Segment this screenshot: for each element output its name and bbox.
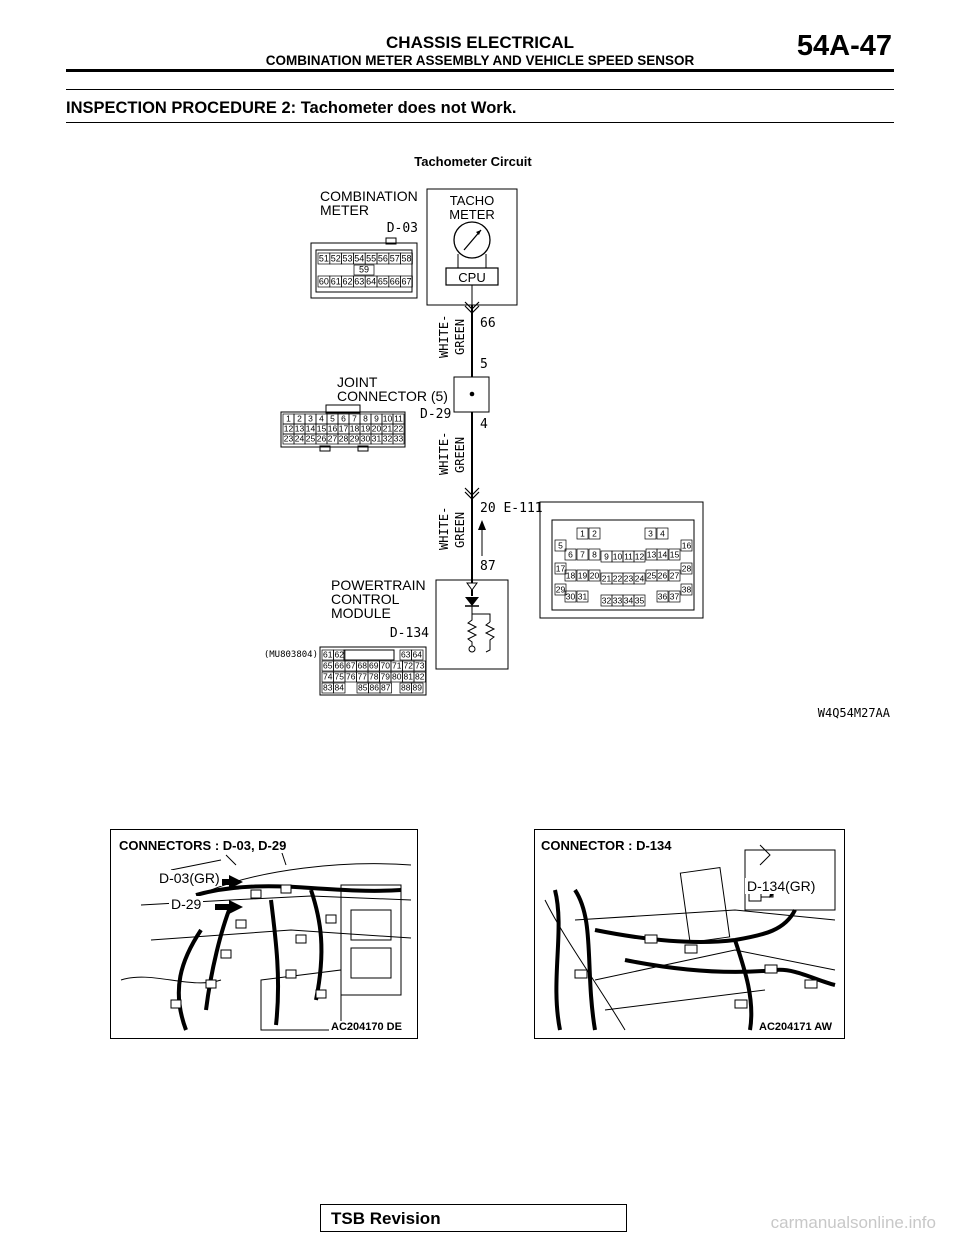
e111-pin: 11 xyxy=(624,551,633,562)
d29-pin: 18 xyxy=(349,423,360,434)
e111-pin: 9 xyxy=(604,551,609,562)
d03-pin: 66 xyxy=(389,276,400,287)
e111-pin: 29 xyxy=(555,584,566,595)
photo-connector-d134 xyxy=(534,829,845,1039)
meter-label-line1: COMBINATION xyxy=(320,188,418,204)
d03-pin: 54 xyxy=(354,253,365,264)
e111-pin: 35 xyxy=(634,595,645,606)
e111-pin: 13 xyxy=(646,549,657,560)
tacho-label-line1: TACHO xyxy=(449,193,495,208)
d134-pin: 84 xyxy=(334,682,344,693)
d134-pin: 89 xyxy=(412,682,422,693)
pcm-part-number: (MU803804) xyxy=(263,650,318,660)
pin-4-label: 4 xyxy=(480,417,488,432)
d134-pin: 81 xyxy=(403,671,413,682)
d29-pin: 23 xyxy=(283,433,294,444)
combination-meter-box xyxy=(427,189,517,305)
pin-87-label: 87 xyxy=(480,559,496,574)
dashboard-wiring-illustration xyxy=(111,830,417,1038)
d29-pin: 11 xyxy=(394,413,403,424)
pin-5-label: 5 xyxy=(480,357,488,372)
d134-pin: 73 xyxy=(415,660,425,671)
e111-pin: 8 xyxy=(592,549,597,560)
pin-20-e111-label: 20 E-111 xyxy=(480,501,543,516)
e111-pin: 4 xyxy=(660,528,665,539)
d29-pin: 25 xyxy=(305,433,316,444)
e111-pin: 28 xyxy=(681,563,692,574)
e111-pin: 17 xyxy=(555,563,566,574)
e111-pin: 18 xyxy=(565,570,576,581)
d134-pin: 79 xyxy=(380,671,390,682)
d134-pin: 65 xyxy=(323,660,333,671)
e111-pin: 10 xyxy=(612,551,623,562)
d29-callout: D-29 xyxy=(171,896,202,912)
e111-pin: 30 xyxy=(565,591,576,602)
pcm-label-line1: POWERTRAIN xyxy=(331,577,426,593)
d134-pin: 80 xyxy=(392,671,402,682)
right-photo-title: CONNECTOR : D-134 xyxy=(541,838,672,853)
wire-color-3a: WHITE- xyxy=(437,506,451,550)
meter-connector-id: D-03 xyxy=(386,221,418,236)
d134-pin: 67 xyxy=(346,660,356,671)
d134-pin: 74 xyxy=(323,671,333,682)
d03-pin: 58 xyxy=(401,253,412,264)
e111-pin: 34 xyxy=(623,595,634,606)
d29-pin: 24 xyxy=(294,433,305,444)
tacho-label-line2: METER xyxy=(449,207,495,222)
d134-pin: 75 xyxy=(334,671,344,682)
circuit-title: Tachometer Circuit xyxy=(414,154,532,169)
d134-pin: 88 xyxy=(401,682,411,693)
d29-pin: 10 xyxy=(382,413,393,424)
d29-pin: 17 xyxy=(338,423,349,434)
d03-connector-face xyxy=(311,238,417,298)
d29-pin: 4 xyxy=(319,413,324,424)
e111-pin: 3 xyxy=(648,528,653,539)
d03-pin: 62 xyxy=(342,276,353,287)
d134-pin: 71 xyxy=(392,660,402,671)
right-photo-code: AC204171 AW xyxy=(759,1021,832,1033)
d03-pin: 61 xyxy=(330,276,341,287)
joint-label-line1: JOINT xyxy=(337,374,378,390)
e111-pin: 14 xyxy=(657,549,668,560)
tsb-revision-box: TSB Revision xyxy=(320,1204,627,1232)
d29-connector-face xyxy=(281,405,405,451)
d29-pin: 1 xyxy=(286,413,291,424)
wire-color-2b: GREEN xyxy=(453,436,467,473)
d03-pin: 53 xyxy=(342,253,353,264)
e111-pin: 5 xyxy=(558,540,563,551)
pcm-connector-id: D-134 xyxy=(389,626,429,641)
d29-pin: 12 xyxy=(283,423,294,434)
wire-color-1b: GREEN xyxy=(453,318,467,355)
e111-pin: 27 xyxy=(669,570,680,581)
d29-pin: 20 xyxy=(371,423,382,434)
d03-callout: D-03(GR) xyxy=(159,870,220,886)
d29-pin: 19 xyxy=(360,423,371,434)
e111-pin: 36 xyxy=(657,591,668,602)
d134-pin: 72 xyxy=(403,660,413,671)
e111-pin: 20 xyxy=(589,570,600,581)
e111-pin: 1 xyxy=(580,528,585,539)
wire-color-3b: GREEN xyxy=(453,511,467,548)
d134-pin: 61 xyxy=(323,649,333,660)
e111-pin: 6 xyxy=(568,549,573,560)
photo-connectors-d03-d29 xyxy=(110,829,418,1039)
e111-pin: 2 xyxy=(592,528,597,539)
d29-pin: 30 xyxy=(360,433,371,444)
d03-pin: 60 xyxy=(318,276,329,287)
d29-pin: 5 xyxy=(330,413,335,424)
e111-pin: 22 xyxy=(612,573,623,584)
section-subtitle: COMBINATION METER ASSEMBLY AND VEHICLE SPEED SENSOR xyxy=(265,53,695,68)
d29-pin: 29 xyxy=(349,433,360,444)
joint-label-line2: CONNECTOR (5) xyxy=(337,388,448,404)
pcm-label-line2: CONTROL xyxy=(331,591,400,607)
d134-pin: 83 xyxy=(323,682,333,693)
cpu-label: CPU xyxy=(458,270,486,285)
d29-pin: 15 xyxy=(316,423,327,434)
d03-pin: 64 xyxy=(366,276,377,287)
e111-pin: 24 xyxy=(634,573,645,584)
d03-pin: 56 xyxy=(377,253,388,264)
d134-pin: 62 xyxy=(334,649,344,660)
d134-pin: 69 xyxy=(369,660,379,671)
pcm-label-line3: MODULE xyxy=(331,605,391,621)
d03-pin: 63 xyxy=(354,276,365,287)
d134-pin: 85 xyxy=(358,682,368,693)
diagram-code: W4Q54M27AA xyxy=(817,706,890,720)
ecu-wiring-illustration xyxy=(535,830,844,1038)
d134-pin: 77 xyxy=(357,671,367,682)
e111-pin: 26 xyxy=(657,570,668,581)
e111-pin: 12 xyxy=(634,551,645,562)
d134-pin: 87 xyxy=(381,682,391,693)
d29-pin: 2 xyxy=(297,413,302,424)
d134-pin: 86 xyxy=(369,682,379,693)
d134-pin: 68 xyxy=(357,660,367,671)
d03-pin: 67 xyxy=(401,276,412,287)
d29-pin: 16 xyxy=(327,423,338,434)
d29-pin: 3 xyxy=(308,413,313,424)
d134-pin: 66 xyxy=(334,660,344,671)
d134-connector-face xyxy=(320,647,426,695)
e111-pin: 23 xyxy=(623,573,634,584)
d03-pin: 55 xyxy=(366,253,377,264)
d29-pin: 22 xyxy=(393,423,404,434)
d29-pin: 31 xyxy=(371,433,382,444)
d03-pin: 51 xyxy=(318,253,329,264)
e111-pin: 15 xyxy=(669,549,680,560)
d29-pin: 21 xyxy=(382,423,393,434)
wire-color-2a: WHITE- xyxy=(437,431,451,475)
d29-pin: 32 xyxy=(382,433,393,444)
d29-pin: 28 xyxy=(338,433,349,444)
left-photo-title: CONNECTORS : D-03, D-29 xyxy=(119,838,287,853)
page-number: 54A-47 xyxy=(796,30,892,62)
d134-pin: 82 xyxy=(415,671,425,682)
e111-pin: 7 xyxy=(580,549,585,560)
d29-pin: 14 xyxy=(305,423,316,434)
d29-pin: 7 xyxy=(352,413,357,424)
e111-pin: 38 xyxy=(681,584,692,595)
d29-pin: 27 xyxy=(327,433,338,444)
e111-pin: 21 xyxy=(601,573,612,584)
section-title: CHASSIS ELECTRICAL xyxy=(386,33,574,52)
e111-pin: 25 xyxy=(646,570,657,581)
pin-66-label: 66 xyxy=(480,316,496,331)
d29-pin: 26 xyxy=(316,433,327,444)
d134-callout: D-134(GR) xyxy=(747,878,816,894)
procedure-title: INSPECTION PROCEDURE 2: Tachometer does not Work. xyxy=(66,99,517,117)
watermark: carmanualsonline.info xyxy=(770,1213,936,1232)
d134-pin: 78 xyxy=(369,671,379,682)
d03-pin: 52 xyxy=(330,253,341,264)
d134-pin: 70 xyxy=(380,660,390,671)
d134-pin: 63 xyxy=(401,649,411,660)
wire-color-1a: WHITE- xyxy=(437,314,451,358)
d29-pin: 8 xyxy=(363,413,368,424)
d134-pin: 64 xyxy=(412,649,422,660)
d03-pin: 59 xyxy=(358,264,370,275)
e111-pin: 31 xyxy=(577,591,588,602)
d29-pin: 6 xyxy=(341,413,346,424)
d03-pin: 65 xyxy=(377,276,388,287)
e111-pin: 19 xyxy=(577,570,588,581)
d29-pin: 9 xyxy=(374,413,379,424)
d134-pin: 76 xyxy=(346,671,356,682)
pcm-box xyxy=(436,580,508,669)
e111-pin: 37 xyxy=(669,591,680,602)
meter-label-line2: METER xyxy=(320,202,369,218)
joint-connector-id: D-29 xyxy=(420,407,452,422)
d29-callout-arrow xyxy=(229,900,243,914)
d03-pin: 57 xyxy=(389,253,400,264)
e111-pin: 33 xyxy=(612,595,623,606)
e111-connector-face xyxy=(540,502,703,618)
left-photo-code: AC204170 DE xyxy=(331,1021,402,1033)
e111-pin: 32 xyxy=(601,595,612,606)
e111-pin: 16 xyxy=(681,540,692,551)
d29-pin: 13 xyxy=(294,423,305,434)
d29-pin: 33 xyxy=(393,433,404,444)
